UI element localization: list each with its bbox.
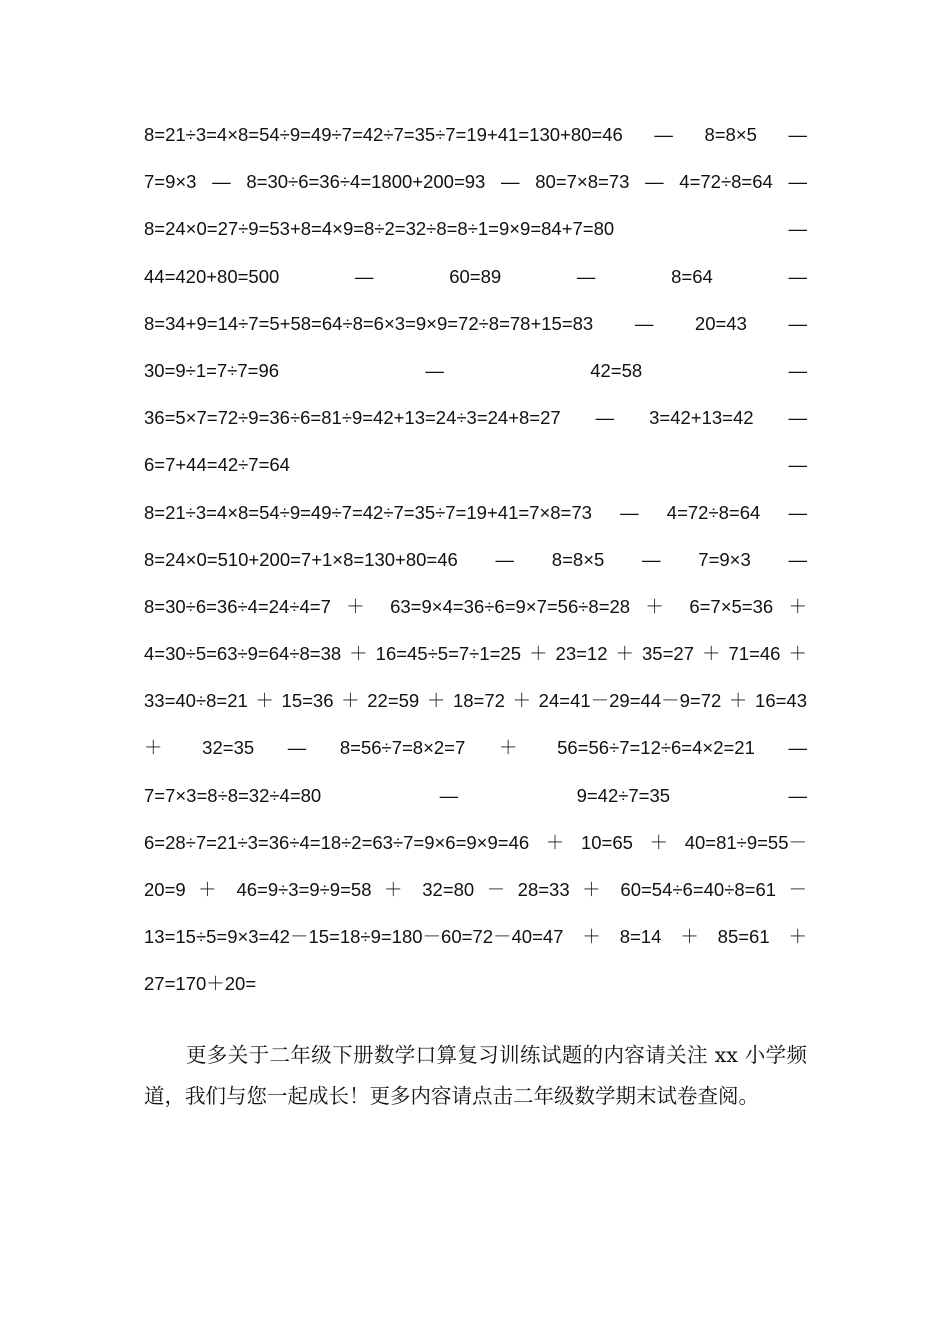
exercise-line-5: 8=34+9=14÷7=5+58=64÷8=6×3=9×9=72÷8=78+15=83 — 20=43 — (144, 312, 807, 334)
exercise-line-8: 6=7+44=42÷7=64 — (144, 454, 807, 476)
exercise-line-10: 8=24×0=510+200=7+1×8=130+80=46 — 8=8×5 — 7=9×3 — (144, 548, 807, 570)
exercise-line-6: 30=9÷1=7÷7=96 — 42=58 — (144, 359, 807, 381)
exercise-line-17: 20=9 ＋ 46=9÷3=9÷9=58 ＋ 32=80 － 28=33 ＋ 60=54÷6=40÷8=61 － (144, 879, 807, 900)
exercise-line-11: 8=30÷6=36÷4=24÷4=7 ＋ 63=9×4=36÷6=9×7=56÷8=28 ＋ 6=7×5=36 ＋ (144, 595, 807, 617)
exercise-line-4: 44=420+80=500 — 60=89 — 8=64 — (144, 265, 807, 287)
closing-note-paragraph: 更多关于二年级下册数学口算复习训练试题的内容请关注 xx 小学频道，我们与您一起成长！更多内容请点击二年级数学期末试卷查阅。 (144, 1042, 807, 1108)
exercise-line-19: 27=170＋20= (144, 973, 257, 995)
exercise-line-2: 7=9×3 — 8=30÷6=36÷4=1800+200=93 — 80=7×8=73 — 4=72÷8=64 — (144, 171, 807, 193)
arithmetic-exercise-block (144, 117, 807, 1014)
exercise-line-14: ＋ 32=35 — 8=56÷7=8×2=7 ＋ 56=56÷7=12÷6=4×2=21 — (144, 737, 807, 759)
exercise-line-3: 8=24×0=27÷9=53+8=4×9=8÷2=32÷8=8÷1=9×9=84+7=80 — (144, 218, 807, 240)
exercise-line-15: 7=7×3=8÷8=32÷4=80 — 9=42÷7=35 — (144, 784, 807, 806)
exercise-line-1: 8=21÷3=4×8=54÷9=49÷7=42÷7=35÷7=19+41=130+80=46 — 8=8×5 — (144, 124, 807, 145)
exercise-line-13: 33=40÷8=21＋15=36＋22=59＋18=72＋24=41－29=44－9=72＋16=43 (144, 690, 807, 712)
exercise-line-12: 4=30÷5=63÷9=64÷8=38＋16=45÷5=7÷1=25＋23=12＋35=27＋71=46＋ (144, 643, 807, 665)
exercise-line-18: 13=15÷5=9×3=42－15=18÷9=180－60=72－40=47＋8=14＋85=61＋ (144, 926, 807, 948)
exercise-line-9: 8=21÷3=4×8=54÷9=49÷7=42÷7=35÷7=19+41=7×8=73 — 4=72÷8=64 — (144, 501, 807, 523)
exercise-line-7: 36=5×7=72÷9=36÷6=81÷9=42+13=24÷3=24+8=27 — 3=42+13=42 — (144, 407, 807, 429)
exercise-line-16: 6=28÷7=21÷3=36÷4=18÷2=63÷7=9×6=9×9=46＋10=65＋40=81÷9=55－ (144, 831, 807, 853)
